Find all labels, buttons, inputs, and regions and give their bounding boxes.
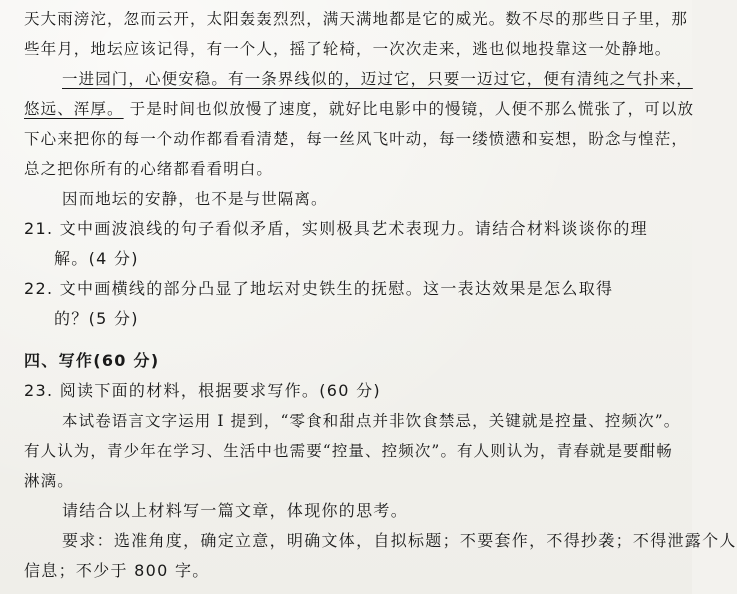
passage-line-3 (62, 68, 693, 90)
passage-line-4-rest: 于是时间也似放慢了速度，就好比电影中的慢镜，人便不那么慌张了，可以放 (129, 100, 695, 118)
question-22-line-2: 的？(5 分) (54, 309, 139, 328)
passage-line-4 (24, 98, 695, 120)
material-line-3: 淋漓。 (24, 472, 74, 490)
question-21-line-2: 解。(4 分) (54, 249, 139, 268)
material-line-1: 本试卷语言文字运用 I 提到，“零食和甜点并非饮食禁忌，关键就是控量、控频次”。 (62, 412, 681, 430)
underlined-text: 一进园门，心便安稳。有一条界线似的，迈过它，只要一迈过它，便有清纯之气扑来， (62, 70, 693, 88)
underlined-text-end: 悠远、浑厚。 (24, 100, 124, 118)
writing-section-title: 四、写作(60 分) (24, 351, 160, 370)
question-22-line-1: 22. 文中画横线的部分凸显了地坛对史铁生的抚慰。这一表达效果是怎么取得 (24, 279, 614, 298)
passage-line-6: 总之把你所有的心绪都看看明白。 (24, 160, 274, 178)
passage-line-7: 因而地坛的安静，也不是与世隔离。 (62, 190, 328, 208)
passage-line-2: 些年月，地坛应该记得，有一个人，摇了轮椅，一次次走来，逃也似地投靠这一处静地。 (24, 40, 672, 58)
requirements-line-1: 要求：选准角度，确定立意，明确文体，自拟标题；不要套作，不得抄袭；不得泄露个人 (62, 531, 737, 550)
passage-line-1: 天大雨滂沱，忽而云开，太阳轰轰烈烈，满天满地都是它的威光。数不尽的那些日子里，那 (24, 10, 689, 28)
passage-line-5: 下心来把你的每一个动作都看看清楚，每一丝风飞叶动，每一缕愤懑和妄想，盼念与惶茫， (24, 130, 689, 148)
question-23-line-1: 23. 阅读下面的材料，根据要求写作。(60 分) (24, 381, 381, 400)
requirements-line-2: 信息；不少于 800 字。 (24, 561, 210, 580)
material-line-2: 有人认为，青少年在学习、生活中也需要“控量、控频次”。有人则认为，青春就是要酣畅 (24, 442, 673, 460)
task-line: 请结合以上材料写一篇文章，体现你的思考。 (62, 501, 409, 520)
question-21-line-1: 21. 文中画波浪线的句子看似矛盾，实则极具艺术表现力。请结合材料谈谈你的理 (24, 219, 648, 238)
